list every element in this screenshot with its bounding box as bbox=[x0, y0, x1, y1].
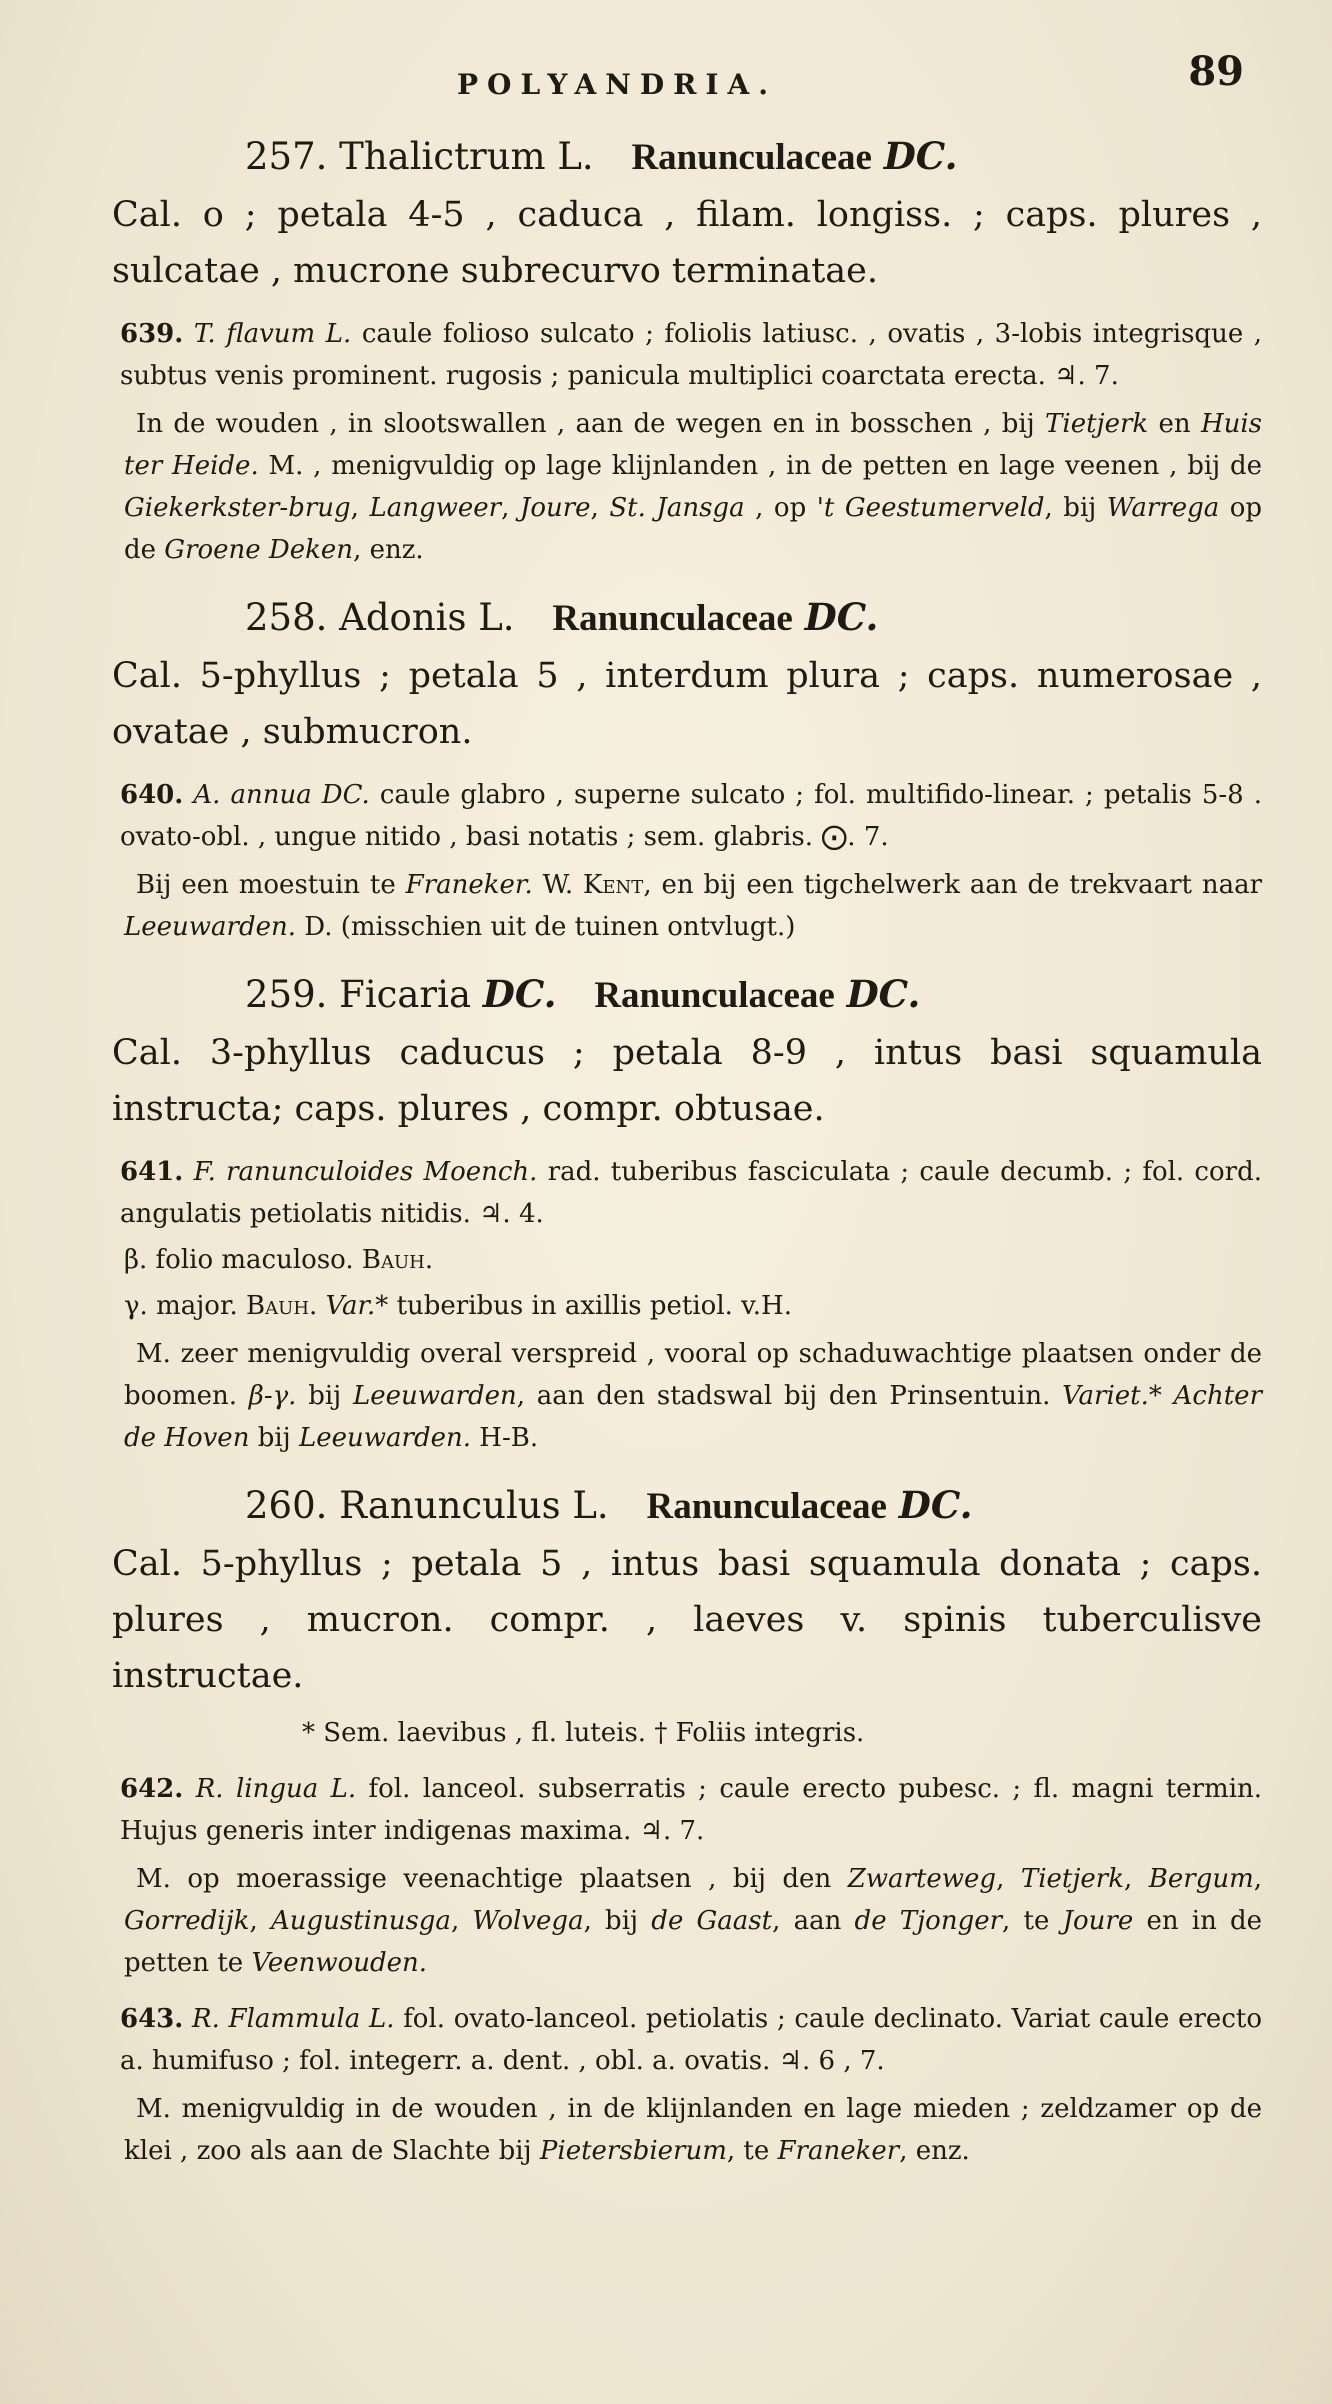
place-name: Huis ter Heide. bbox=[124, 409, 1263, 481]
species-number: 639. bbox=[120, 319, 184, 349]
locality-639 bbox=[124, 403, 1262, 571]
genus-description: Cal. 5-phyllus ; petala 5 , interdum plura ; caps. numerosae , ovatae , submucron. bbox=[112, 656, 1262, 752]
locality-text: M. , menigvuldig op lage klijnlanden , in de petten en lage veenen , bij de bbox=[268, 451, 1263, 481]
place-name: Variet.* Achter de Hoven bbox=[124, 1381, 1263, 1453]
genus-heading-ficaria bbox=[112, 972, 1262, 1017]
locality-text: , bbox=[249, 1906, 258, 1936]
place-name: de Gaast bbox=[651, 1906, 773, 1936]
place-name: Tietjerk bbox=[1020, 1864, 1124, 1894]
variety-text: tuberibus in axillis petiol. v.H. bbox=[396, 1291, 792, 1321]
locality-text: M. zeer menigvuldig overal verspreid , vooral op schaduwachtige plaatsen onder de boomen. bbox=[124, 1339, 1262, 1411]
place-name: Wolvega bbox=[472, 1906, 584, 1936]
locality-643 bbox=[124, 2088, 1262, 2172]
place-name: Groene Deken bbox=[164, 535, 354, 565]
locality-text: , bbox=[1123, 1864, 1133, 1894]
place-name: Leeuwarden. bbox=[299, 1423, 472, 1453]
species-name: R. lingua L. bbox=[195, 1774, 357, 1804]
locality-text: W. bbox=[542, 870, 574, 900]
species-643 bbox=[120, 1998, 1262, 2082]
family-authority: DC. bbox=[883, 134, 958, 178]
family-authority: DC. bbox=[898, 1483, 973, 1527]
page-number: 89 bbox=[1188, 48, 1244, 95]
locality-text: , bbox=[450, 1906, 460, 1936]
locality-text: , bij bbox=[583, 1906, 639, 1936]
locality-text: Bij een moestuin te bbox=[136, 870, 396, 900]
locality-text: , aan bbox=[772, 1906, 842, 1936]
variety-authority: Bauh. bbox=[246, 1291, 318, 1321]
variety-label: Var.* bbox=[325, 1291, 389, 1321]
place-name: Bergum bbox=[1148, 1864, 1254, 1894]
genus-heading-ranunculus bbox=[112, 1483, 1262, 1528]
locality-641 bbox=[124, 1333, 1262, 1459]
locality-text: D. (misschien uit de tuinen ontvlugt.) bbox=[304, 912, 796, 942]
variety-beta bbox=[124, 1239, 1262, 1281]
genus-heading-adonis bbox=[112, 595, 1262, 640]
genus-name: 259. Ficaria bbox=[245, 973, 472, 1016]
locality-text: , te bbox=[1002, 1906, 1050, 1936]
genus-authority: DC. bbox=[482, 972, 557, 1016]
place-name: Veenwouden. bbox=[251, 1948, 428, 1978]
place-name: de Tjonger bbox=[854, 1906, 1003, 1936]
genus-name: 258. Adonis L. bbox=[245, 596, 515, 639]
locality-text: , bbox=[590, 493, 599, 523]
species-name: A. annua DC. bbox=[193, 780, 370, 810]
variety-text: γ. major. bbox=[124, 1291, 238, 1321]
locality-text: , bbox=[350, 493, 359, 523]
species-number: 640. bbox=[120, 780, 184, 810]
variety-gamma bbox=[124, 1285, 1262, 1327]
locality-text: , enz. bbox=[353, 535, 424, 565]
running-title: POLYANDRIA. bbox=[457, 68, 777, 101]
place-name: Joure bbox=[519, 493, 591, 523]
locality-text: , bij bbox=[1044, 493, 1097, 523]
locality-text: , en bij een tigchelwerk aan de trekvaart naar bbox=[643, 870, 1263, 900]
place-name: Gorredijk bbox=[124, 1906, 250, 1936]
collector-name: Kent bbox=[582, 870, 644, 900]
locality-text: M. op moerassige veenachtige plaatsen , bij den bbox=[136, 1864, 832, 1894]
place-name: Pietersbierum bbox=[539, 2136, 727, 2166]
locality-text: In de wouden , in slootswallen , aan de wegen en in bosschen , bij bbox=[136, 409, 1035, 439]
locality-text: H-B. bbox=[479, 1423, 539, 1453]
species-description: fol. ovato-lanceol. petiolatis ; caule declinato. Variat caule erecto a. humifuso ; fol. integerr. a. dent. , obl. a. ovatis. ♃. 6 , 7. bbox=[120, 2004, 1262, 2076]
species-description: caule glabro , superne sulcato ; fol. multifido-linear. ; petalis 5-8 . ovato-obl. , ungue nitido , basi notatis ; sem. glabris. ⨀. 7. bbox=[120, 780, 1263, 852]
species-name: T. flavum L. bbox=[193, 319, 352, 349]
family-authority: DC. bbox=[804, 595, 879, 639]
species-description: fol. lanceol. subserratis ; caule erecto pubesc. ; fl. magni termin. Hujus generis inter indigenas maxima. ♃. 7. bbox=[120, 1774, 1263, 1846]
locality-text: M. menigvuldig in de wouden , in de klijnlanden en lage mieden ; zeldzamer op de klei , zoo als aan de Slachte bij bbox=[124, 2094, 1262, 2166]
place-name: 't Geestumerveld bbox=[816, 493, 1045, 523]
species-name: F. ranunculoides Moench. bbox=[193, 1157, 538, 1187]
variety-text: β. folio maculoso. bbox=[124, 1245, 354, 1275]
family-name: Ranunculaceae bbox=[552, 598, 793, 639]
genus-description: Cal. o ; petala 4-5 , caduca , filam. longiss. ; caps. plures , sulcatae , mucrone subrecurvo terminatae. bbox=[112, 195, 1262, 291]
locality-text: , bbox=[501, 493, 510, 523]
locality-text: , enz. bbox=[899, 2136, 970, 2166]
locality-text: en in de petten te bbox=[124, 1906, 1263, 1978]
family-name: Ranunculaceae bbox=[631, 137, 872, 178]
place-name: Langweer bbox=[369, 493, 502, 523]
place-name: Warrega bbox=[1106, 493, 1220, 523]
locality-text: , op bbox=[755, 493, 807, 523]
running-head bbox=[112, 40, 1262, 110]
genus-description: Cal. 3-phyllus caducus ; petala 8-9 , intus basi squamula instructa; caps. plures , compr. obtusae. bbox=[112, 1033, 1262, 1129]
genus-name: 260. Ranunculus L. bbox=[245, 1484, 609, 1527]
species-description: caule folioso sulcato ; foliolis latiusc. , ovatis , 3-lobis integrisque , subtus venis prominent. rugosis ; panicula multiplici coarctata erecta. ♃. 7. bbox=[120, 319, 1263, 391]
place-name: Giekerkster-brug bbox=[124, 493, 351, 523]
locality-text: , te bbox=[726, 2136, 770, 2166]
locality-text: bij bbox=[308, 1381, 342, 1411]
family-name: Ranunculaceae bbox=[594, 975, 835, 1016]
family-name: Ranunculaceae bbox=[646, 1486, 887, 1527]
place-name: Augustinusga bbox=[270, 1906, 451, 1936]
locality-text: en bbox=[1158, 409, 1191, 439]
family-authority: DC. bbox=[846, 972, 921, 1016]
species-640 bbox=[120, 774, 1262, 858]
place-name: St. Jansga bbox=[609, 493, 745, 523]
genus-heading-thalictrum bbox=[112, 134, 1262, 179]
variety-authority: Bauh. bbox=[361, 1245, 434, 1275]
species-name: R. Flammula L. bbox=[192, 2004, 395, 2034]
genus-description: Cal. 5-phyllus ; petala 5 , intus basi squamula donata ; caps. plures , mucron. compr. , laeves v. spinis tuberculisve instructae. bbox=[112, 1544, 1262, 1696]
locality-text: , bbox=[1253, 1864, 1262, 1894]
species-description: rad. tuberibus fasciculata ; caule decumb. ; fol. cord. angulatis petiolatis nitidis. ♃. 4. bbox=[120, 1157, 1262, 1229]
locality-text: op de bbox=[124, 493, 1263, 565]
genus-name: 257. Thalictrum L. bbox=[245, 135, 594, 178]
species-642 bbox=[120, 1768, 1262, 1852]
place-name: Franeker bbox=[777, 2136, 900, 2166]
species-number: 641. bbox=[120, 1157, 184, 1187]
variety-ref: β-γ. bbox=[248, 1381, 297, 1411]
locality-640 bbox=[124, 864, 1262, 948]
place-name: Franeker. bbox=[405, 870, 533, 900]
locality-text: , aan den stadswal bij den Prinsentuin. bbox=[516, 1381, 1051, 1411]
species-641 bbox=[120, 1151, 1262, 1235]
place-name: Tietjerk bbox=[1045, 409, 1149, 439]
species-number: 642. bbox=[120, 1774, 184, 1804]
species-639 bbox=[120, 313, 1262, 397]
place-name: Joure bbox=[1062, 1906, 1134, 1936]
locality-text: bij bbox=[257, 1423, 291, 1453]
place-name: Leeuwarden. bbox=[124, 912, 297, 942]
locality-642 bbox=[124, 1858, 1262, 1984]
locality-text: , bbox=[996, 1864, 1005, 1894]
section-note: * Sem. laevibus , fl. luteis. † Foliis integris. bbox=[302, 1718, 865, 1748]
place-name: Leeuwarden bbox=[353, 1381, 517, 1411]
place-name: Zwarteweg bbox=[847, 1864, 997, 1894]
species-number: 643. bbox=[120, 2004, 184, 2034]
